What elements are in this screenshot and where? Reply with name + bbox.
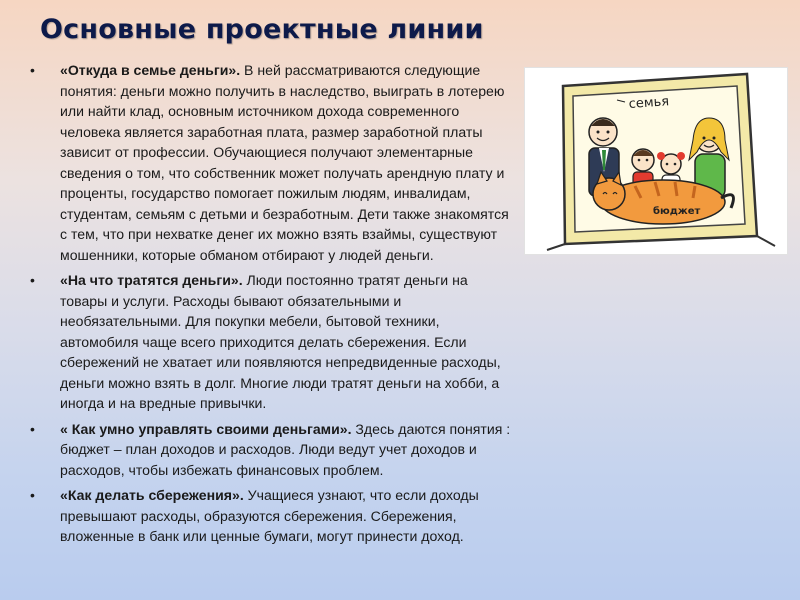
bullet-dot-icon: • [30,62,35,78]
slide-title: Основные проектные линии [40,14,484,45]
frame-label: семья [628,94,670,112]
family-picture-icon [525,68,787,254]
bullet-text: Здесь даются понятия : бюджет – план доходов и расходов. Люди ведут учет доходов и расходов, чтобы избежать финансовых проблем. [60,420,511,478]
bullet-heading: «Как делать сбережения». [60,487,244,503]
family-budget-illustration [524,67,788,255]
bullet-item [24,485,514,547]
bullet-heading: «Откуда в семье деньги». [60,62,241,78]
bullet-text: Люди постоянно тратят деньги на товары и услуги. Расходы бывают обязательными и необязательными. Для покупки мебели, бытовой техники, автомобиля чаще всего приходится делать сбережения. Если сбережений не хватает или появляются непредвиденные расходы, деньги можно взять в долг. Многие люди тратят деньги на хобби, а иногда и на вредные привычки. [60,272,501,411]
bullet-list [24,60,514,552]
bullet-dot-icon: • [30,487,35,503]
bullet-item [24,419,514,481]
bullet-item [24,60,514,265]
bullet-text: В ней рассматриваются следующие понятия: деньги можно получить в наследство, выиграть в лотерею или найти клад, основным источником дохода современного человека является заработная плата, размер заработной платы зависит от профессии. Обучающиеся получают элементарные сведения о том, что собственник может получать арендную плату и проценты, государство помогает пожилым людям, инвалидам, студентам, семьям с детьми и безработным. Дети также знакомятся с тем, что при нехватке денег их можно взять взаймы, существуют мошенники, которые обманом отбирают у людей деньги. [60,62,509,263]
bullet-item [24,270,514,414]
bullet-dot-icon: • [30,420,35,437]
bullet-dot-icon: • [30,272,35,288]
bullet-heading: «На что тратятся деньги». [60,272,243,288]
cat-label: бюджет [653,206,701,217]
bullet-text: Учащиеся узнают, что если доходы превышают расходы, образуются сбережения. Сбережения, вложенные в банк или ценные бумаги, могут принести доход. [60,487,479,544]
bullet-heading: « Как умно управлять своими деньгами». [60,420,352,437]
